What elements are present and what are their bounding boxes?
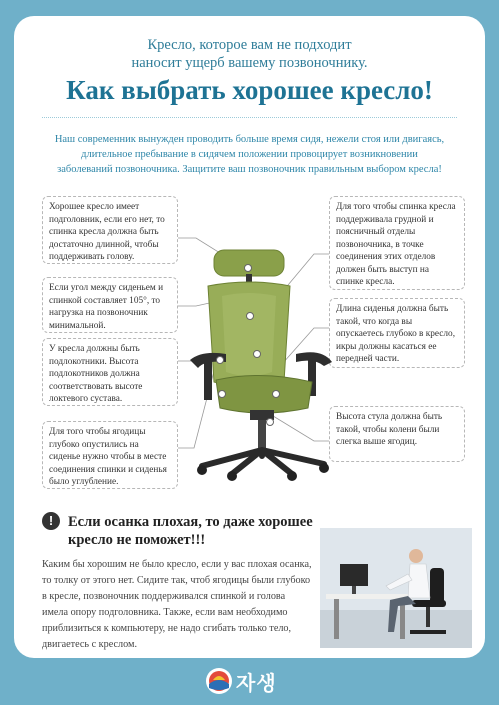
subtitle-line-1: Кресло, которое вам не подходит bbox=[147, 37, 352, 53]
person-at-desk-photo bbox=[320, 528, 472, 648]
warning-text: Каким бы хорошим не было кресло, если у вас плохая осанка, то толку от этого нет. Сидите так, чтоб ягодицы были глубоко в кресле, позвоночник поддерживался спинкой и голова имела опору подголовника. Также, если вам необходимо приблизиться к компьютеру, не надо сгибать только тело, двигаетесь с креслом. bbox=[42, 559, 312, 650]
office-chair-illustration bbox=[162, 242, 362, 482]
intro-line-3: заболеваний позвоночника. Защитите ваш позвоночник правильным выбором кресла! bbox=[57, 164, 442, 175]
warning-title bbox=[68, 513, 318, 549]
tip-backrest: Для того чтобы спинка кресла поддерживала грудной и поясничный отделы позвоночника, в точке соединения этих отделов должен быть выступ на спинке кресла. bbox=[329, 196, 465, 290]
jaseng-logo bbox=[204, 666, 234, 696]
tip-height: Высота стула должна быть такой, чтобы колени были слегка выше ягодиц. bbox=[329, 406, 465, 462]
poster-card bbox=[14, 16, 485, 658]
tip-angle: Если угол между сиденьем и спинкой составляет 105°, то нагрузка на позвоночник минимальной. bbox=[42, 277, 178, 333]
tip-armrests: У кресла должны быть подлокотники. Высота подлокотников должна соответствовать высоте локтевого сустава. bbox=[42, 338, 178, 406]
intro-line-1: Наш современник вынужден проводить больше время сидя, нежели стоя или двигаясь, bbox=[54, 134, 445, 145]
warning-title-line-1: Если осанка плохая, то даже хорошее bbox=[68, 514, 313, 530]
tip-seat-length: Длина сиденья должна быть такой, что когда вы опускаетесь глубоко в кресло, икры должны касаться ее передней части. bbox=[329, 298, 465, 368]
intro-line-2: длительное пребывание в сидячем положении провоцирует возникновении bbox=[81, 149, 418, 160]
tip-hips: Для того чтобы ягодицы глубоко опустились на сиденье нужно чтобы в месте соединения спинки и сиденья было углубление. bbox=[42, 421, 178, 489]
subtitle-line-2: наносит ущерб вашему позвоночнику. bbox=[131, 55, 368, 71]
warning-title-line-2: кресло не поможет!!! bbox=[68, 532, 206, 548]
tip-headrest: Хорошее кресло имеет подголовник, если его нет, то спинка кресла должна быть достаточно длинной, чтобы поддерживать голову. bbox=[42, 196, 178, 264]
logo-text: 자생 bbox=[236, 671, 277, 695]
exclamation-icon: ! bbox=[42, 512, 60, 530]
page-title: Как выбрать хорошее кресло! bbox=[66, 75, 433, 105]
